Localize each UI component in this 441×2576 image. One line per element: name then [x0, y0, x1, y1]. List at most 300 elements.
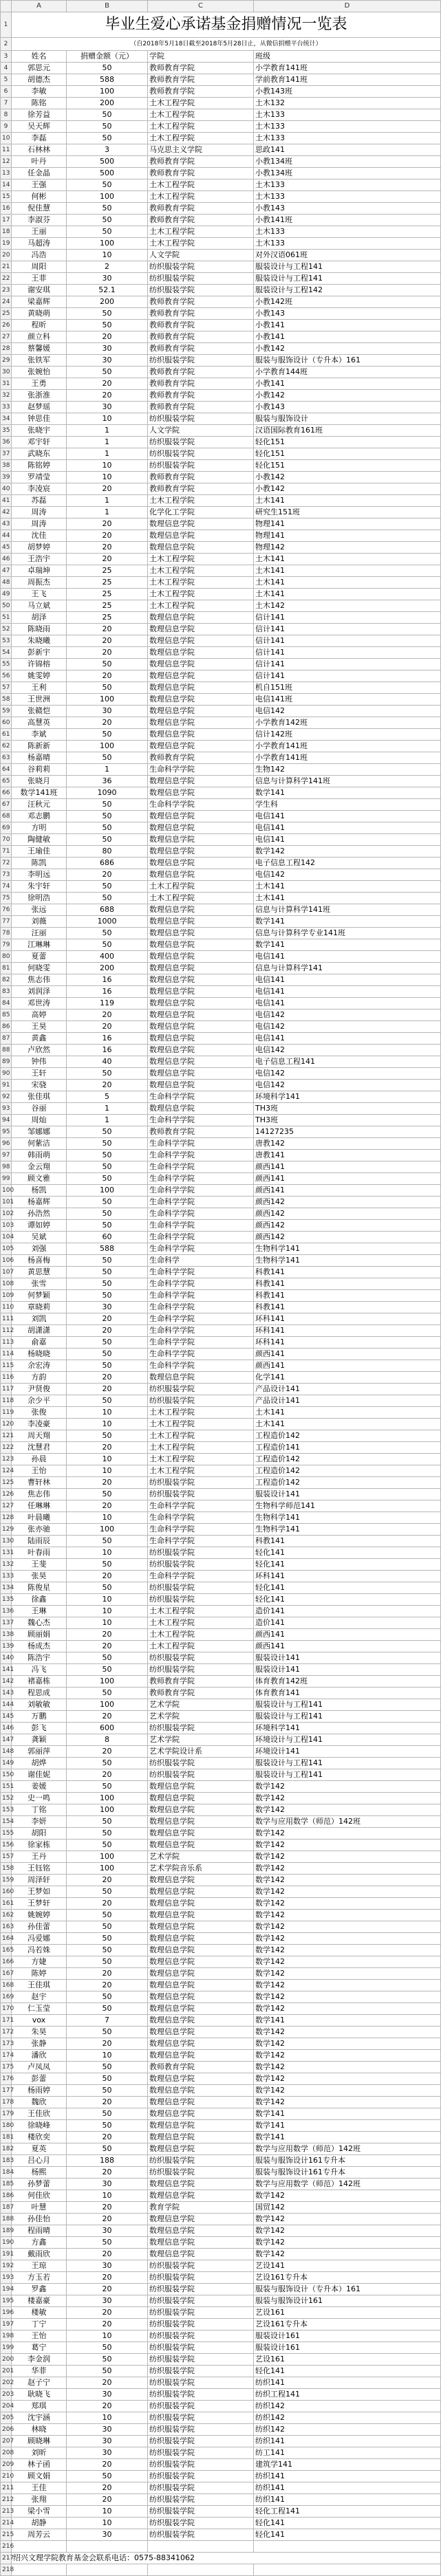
- class-cell[interactable]: 造价141: [254, 1606, 441, 1617]
- amount-cell[interactable]: 1: [67, 437, 148, 448]
- college-cell[interactable]: 土木工程学院: [148, 589, 254, 600]
- donor-name-cell[interactable]: 谷莉莉: [12, 764, 67, 776]
- class-cell[interactable]: 电信142: [254, 1045, 441, 1056]
- amount-cell[interactable]: 50: [67, 2366, 148, 2377]
- donor-name-cell[interactable]: 何紫洁: [12, 1138, 67, 1150]
- row-number[interactable]: 175: [1, 2062, 12, 2073]
- amount-cell[interactable]: 100: [67, 86, 148, 98]
- donor-name-cell[interactable]: 赵宇: [12, 1991, 67, 2003]
- donor-name-cell[interactable]: 尹贤俊: [12, 1384, 67, 1395]
- amount-cell[interactable]: 50: [67, 659, 148, 670]
- amount-cell[interactable]: 50: [67, 1758, 148, 1769]
- college-cell[interactable]: 数理信息学院: [148, 916, 254, 928]
- row-number[interactable]: 18: [1, 226, 12, 238]
- row-number[interactable]: 211: [1, 2482, 12, 2494]
- college-cell[interactable]: 数理信息学院: [148, 974, 254, 986]
- donor-name-cell[interactable]: 李斌: [12, 729, 67, 741]
- donor-name-cell[interactable]: 何佳欣: [12, 2190, 67, 2202]
- amount-cell[interactable]: 100: [67, 1804, 148, 1816]
- donor-name-cell[interactable]: 周阳: [12, 261, 67, 273]
- college-cell[interactable]: 土木工程学院: [148, 577, 254, 589]
- donor-name-cell[interactable]: 楼嘉豪: [12, 2295, 67, 2307]
- amount-cell[interactable]: 50: [67, 1220, 148, 1232]
- class-cell[interactable]: 科教141: [254, 1278, 441, 1290]
- row-number[interactable]: 4: [1, 63, 12, 74]
- class-cell[interactable]: 土木141: [254, 893, 441, 904]
- class-cell[interactable]: 小教142: [254, 483, 441, 495]
- class-cell[interactable]: 艺设161专升本: [254, 2272, 441, 2284]
- class-cell[interactable]: 信计141: [254, 624, 441, 635]
- class-cell[interactable]: 土木133: [254, 179, 441, 191]
- college-cell[interactable]: 教师教育学院: [148, 168, 254, 179]
- amount-cell[interactable]: 100: [67, 694, 148, 706]
- class-cell[interactable]: TH3班: [254, 1103, 441, 1115]
- college-cell[interactable]: 数理信息学院: [148, 963, 254, 974]
- row-number[interactable]: 152: [1, 1793, 12, 1804]
- row-number[interactable]: 38: [1, 460, 12, 472]
- amount-cell[interactable]: 20: [67, 647, 148, 659]
- class-cell[interactable]: 数学142: [254, 1804, 441, 1816]
- header-amount[interactable]: 捐赠金额（元）: [67, 51, 148, 63]
- college-cell[interactable]: 数理信息学院: [148, 717, 254, 729]
- row-number[interactable]: 124: [1, 1465, 12, 1477]
- donor-name-cell[interactable]: 李妍: [12, 1816, 67, 1828]
- college-cell[interactable]: 土木工程学院: [148, 191, 254, 203]
- amount-cell[interactable]: 30: [67, 2179, 148, 2190]
- row-number[interactable]: 158: [1, 1863, 12, 1875]
- row-number[interactable]: 173: [1, 2038, 12, 2050]
- donor-name-cell[interactable]: 龚颖: [12, 1734, 67, 1746]
- row-number[interactable]: 81: [1, 963, 12, 974]
- college-cell[interactable]: 纺织服装学院: [148, 2412, 254, 2424]
- amount-cell[interactable]: 1: [67, 448, 148, 460]
- row-number[interactable]: 159: [1, 1875, 12, 1886]
- class-cell[interactable]: 科教141: [254, 1290, 441, 1302]
- class-cell[interactable]: 轻化151: [254, 448, 441, 460]
- amount-cell[interactable]: 20: [67, 869, 148, 881]
- donor-name-cell[interactable]: 彭新宇: [12, 647, 67, 659]
- college-cell[interactable]: 纺织服装学院: [148, 2319, 254, 2331]
- college-cell[interactable]: 纺织服装学院: [148, 2295, 254, 2307]
- college-cell[interactable]: 数理信息学院: [148, 2132, 254, 2143]
- college-cell[interactable]: 生命科学学院: [148, 1337, 254, 1349]
- row-number[interactable]: 208: [1, 2447, 12, 2459]
- amount-cell[interactable]: 20: [67, 1500, 148, 1512]
- row-number[interactable]: 3: [1, 51, 12, 63]
- college-cell[interactable]: 教师教育学院: [148, 752, 254, 764]
- college-cell[interactable]: 纺织服装学院: [148, 1395, 254, 1407]
- college-cell[interactable]: 数理信息学院: [148, 1910, 254, 1921]
- amount-cell[interactable]: 100: [67, 1793, 148, 1804]
- row-number[interactable]: 90: [1, 1068, 12, 1080]
- donor-name-cell[interactable]: 谷丽: [12, 1103, 67, 1115]
- college-cell[interactable]: 教师教育学院: [148, 331, 254, 343]
- row-number[interactable]: 42: [1, 507, 12, 519]
- college-cell[interactable]: 数理信息学院: [148, 869, 254, 881]
- class-cell[interactable]: 数学141: [254, 2015, 441, 2027]
- class-cell[interactable]: 环境设计141: [254, 1746, 441, 1758]
- college-cell[interactable]: 生命科学学院: [148, 1185, 254, 1197]
- donor-name-cell[interactable]: 黄晓萌: [12, 308, 67, 320]
- donor-name-cell[interactable]: 武晓东: [12, 448, 67, 460]
- amount-cell[interactable]: 20: [67, 2167, 148, 2179]
- college-cell[interactable]: 土木工程学院: [148, 1442, 254, 1454]
- row-number[interactable]: 84: [1, 998, 12, 1009]
- row-number[interactable]: 56: [1, 670, 12, 682]
- college-cell[interactable]: 数理信息学院: [148, 2179, 254, 2190]
- college-cell[interactable]: 土木工程学院: [148, 600, 254, 612]
- college-cell[interactable]: 数理信息学院: [148, 951, 254, 963]
- row-number[interactable]: 98: [1, 1161, 12, 1173]
- college-cell[interactable]: 数理信息学院: [148, 542, 254, 554]
- college-cell[interactable]: 数理信息学院: [148, 612, 254, 624]
- donor-name-cell[interactable]: 王佳欣: [12, 2108, 67, 2120]
- class-cell[interactable]: 电信141: [254, 998, 441, 1009]
- college-cell[interactable]: 数理信息学院: [148, 858, 254, 869]
- donor-name-cell[interactable]: 李磊: [12, 133, 67, 144]
- class-cell[interactable]: 信息与计算科学141: [254, 963, 441, 974]
- row-number[interactable]: 213: [1, 2506, 12, 2518]
- amount-cell[interactable]: 30: [67, 343, 148, 355]
- class-cell[interactable]: 纺织142: [254, 2424, 441, 2436]
- donor-name-cell[interactable]: 王勇: [12, 378, 67, 390]
- donor-name-cell[interactable]: 魏心杰: [12, 1617, 67, 1629]
- row-number[interactable]: 118: [1, 1395, 12, 1407]
- row-number[interactable]: 30: [1, 367, 12, 378]
- donor-name-cell[interactable]: vox: [12, 2015, 67, 2027]
- college-cell[interactable]: 土木工程学院: [148, 1430, 254, 1442]
- row-number[interactable]: 187: [1, 2202, 12, 2214]
- row-number[interactable]: 94: [1, 1115, 12, 1126]
- class-cell[interactable]: 轻化151: [254, 437, 441, 448]
- amount-cell[interactable]: 1: [67, 495, 148, 507]
- college-cell[interactable]: 纺织服装学院: [148, 1559, 254, 1571]
- class-cell[interactable]: 体育教育141: [254, 1688, 441, 1699]
- college-cell[interactable]: 纺织服装学院: [148, 2401, 254, 2412]
- class-cell[interactable]: 数学与应用数学（师范）142班: [254, 2179, 441, 2190]
- amount-cell[interactable]: 188: [67, 2155, 148, 2167]
- college-cell[interactable]: 教师教育学院: [148, 308, 254, 320]
- donor-name-cell[interactable]: 卓瑞坤: [12, 565, 67, 577]
- donor-name-cell[interactable]: 高慧英: [12, 717, 67, 729]
- row-number[interactable]: 92: [1, 1091, 12, 1103]
- row-number[interactable]: 218: [1, 2564, 12, 2576]
- donor-name-cell[interactable]: 胡泽: [12, 612, 67, 624]
- class-cell[interactable]: 电信141: [254, 974, 441, 986]
- amount-cell[interactable]: 20: [67, 2272, 148, 2284]
- class-cell[interactable]: 土木142: [254, 600, 441, 612]
- class-cell[interactable]: 小学教育141班: [254, 741, 441, 752]
- donor-name-cell[interactable]: 王强: [12, 179, 67, 191]
- class-cell[interactable]: 电信141: [254, 834, 441, 846]
- class-cell[interactable]: 颜西142: [254, 1220, 441, 1232]
- college-cell[interactable]: 生命科学学院: [148, 1302, 254, 1313]
- amount-cell[interactable]: 50: [67, 939, 148, 951]
- donor-name-cell[interactable]: 夏蕾: [12, 951, 67, 963]
- class-cell[interactable]: 数学141: [254, 939, 441, 951]
- college-cell[interactable]: 纺织服装学院: [148, 1477, 254, 1489]
- donor-name-cell[interactable]: 王斐: [12, 1559, 67, 1571]
- college-cell[interactable]: 土木工程学院: [148, 98, 254, 109]
- college-cell[interactable]: 数理信息学院: [148, 2015, 254, 2027]
- college-cell[interactable]: 教师教育学院: [148, 343, 254, 355]
- donor-name-cell[interactable]: 方玉若: [12, 2272, 67, 2284]
- college-cell[interactable]: 纺织服装学院: [148, 2155, 254, 2167]
- college-cell[interactable]: 纺织服装学院: [148, 448, 254, 460]
- class-cell[interactable]: 14127235: [254, 1126, 441, 1138]
- class-cell[interactable]: 小教134班: [254, 156, 441, 168]
- class-cell[interactable]: 数学141: [254, 916, 441, 928]
- amount-cell[interactable]: 50: [67, 2342, 148, 2354]
- amount-cell[interactable]: 10: [67, 413, 148, 425]
- class-cell[interactable]: 服装设计161: [254, 2342, 441, 2354]
- class-cell[interactable]: 颜西141: [254, 1629, 441, 1641]
- row-number[interactable]: 149: [1, 1758, 12, 1769]
- college-cell[interactable]: 数理信息学院: [148, 647, 254, 659]
- class-cell[interactable]: 环科141: [254, 1337, 441, 1349]
- row-number[interactable]: 16: [1, 203, 12, 215]
- class-cell[interactable]: 环境科学141: [254, 1723, 441, 1734]
- donor-name-cell[interactable]: 杨嘉辉: [12, 1197, 67, 1208]
- college-cell[interactable]: 数理信息学院: [148, 1045, 254, 1056]
- donor-name-cell[interactable]: 周涛: [12, 519, 67, 530]
- amount-cell[interactable]: 50: [67, 1150, 148, 1161]
- amount-cell[interactable]: 100: [67, 1863, 148, 1875]
- row-number[interactable]: 14: [1, 179, 12, 191]
- class-cell[interactable]: 土木133: [254, 133, 441, 144]
- donor-name-cell[interactable]: 周灿: [12, 1115, 67, 1126]
- donor-name-cell[interactable]: 吴天辉: [12, 121, 67, 133]
- amount-cell[interactable]: 16: [67, 974, 148, 986]
- class-cell[interactable]: 小教143班: [254, 86, 441, 98]
- class-cell[interactable]: 服装与服饰设计（专升本）161: [254, 355, 441, 367]
- class-cell[interactable]: 服装设计与工程141: [254, 273, 441, 285]
- row-number[interactable]: 59: [1, 706, 12, 717]
- class-cell[interactable]: 数学142: [254, 2237, 441, 2249]
- row-number[interactable]: 112: [1, 1325, 12, 1337]
- donor-name-cell[interactable]: 顾文雅: [12, 1173, 67, 1185]
- row-number[interactable]: 19: [1, 238, 12, 250]
- row-number[interactable]: 13: [1, 168, 12, 179]
- row-number[interactable]: 136: [1, 1606, 12, 1617]
- class-cell[interactable]: 服装设计与工程141: [254, 1758, 441, 1769]
- class-cell[interactable]: 轻化141: [254, 1594, 441, 1606]
- donor-name-cell[interactable]: 刘润泽: [12, 986, 67, 998]
- row-number[interactable]: 54: [1, 647, 12, 659]
- college-cell[interactable]: 数理信息学院: [148, 2038, 254, 2050]
- college-cell[interactable]: 纺织服装学院: [148, 2284, 254, 2295]
- college-cell[interactable]: 生命科学学院: [148, 1232, 254, 1243]
- class-cell[interactable]: 小教142: [254, 472, 441, 483]
- donor-name-cell[interactable]: 王丽: [12, 226, 67, 238]
- donor-name-cell[interactable]: 陶健敏: [12, 834, 67, 846]
- row-number[interactable]: 132: [1, 1559, 12, 1571]
- amount-cell[interactable]: 16: [67, 1033, 148, 1045]
- row-number[interactable]: 12: [1, 156, 12, 168]
- class-cell[interactable]: 环科141: [254, 1325, 441, 1337]
- amount-cell[interactable]: 50: [67, 1197, 148, 1208]
- row-number[interactable]: 130: [1, 1536, 12, 1547]
- donor-name-cell[interactable]: 冯若姝: [12, 1945, 67, 1956]
- amount-cell[interactable]: 50: [67, 1933, 148, 1945]
- college-cell[interactable]: 化学化工学院: [148, 507, 254, 519]
- donor-name-cell[interactable]: 方韵: [12, 1372, 67, 1384]
- donor-name-cell[interactable]: 余少平: [12, 1395, 67, 1407]
- college-cell[interactable]: 纺织服装学院: [148, 1594, 254, 1606]
- empty-cell[interactable]: [67, 2564, 148, 2576]
- class-cell[interactable]: 工程造价141: [254, 1442, 441, 1454]
- donor-name-cell[interactable]: 任琳琳: [12, 1500, 67, 1512]
- row-number[interactable]: 40: [1, 483, 12, 495]
- class-cell[interactable]: 土木141: [254, 495, 441, 507]
- donor-name-cell[interactable]: 金云翔: [12, 1161, 67, 1173]
- row-number[interactable]: 180: [1, 2120, 12, 2132]
- class-cell[interactable]: 建筑学141: [254, 2459, 441, 2471]
- class-cell[interactable]: 土木141: [254, 881, 441, 893]
- college-cell[interactable]: 纺织服装学院: [148, 2447, 254, 2459]
- amount-cell[interactable]: 25: [67, 565, 148, 577]
- row-number[interactable]: 202: [1, 2377, 12, 2389]
- donor-name-cell[interactable]: 刘强: [12, 1243, 67, 1255]
- class-cell[interactable]: 轻化141: [254, 2518, 441, 2529]
- donor-name-cell[interactable]: 陈俊星: [12, 1582, 67, 1594]
- college-cell[interactable]: 数理信息学院: [148, 1021, 254, 1033]
- class-cell[interactable]: 数学142: [254, 2190, 441, 2202]
- class-cell[interactable]: 机自151班: [254, 682, 441, 694]
- college-cell[interactable]: 纺织服装学院: [148, 460, 254, 472]
- donor-name-cell[interactable]: 杨熙: [12, 2167, 67, 2179]
- donor-name-cell[interactable]: 林子函: [12, 2459, 67, 2471]
- row-number[interactable]: 105: [1, 1243, 12, 1255]
- class-cell[interactable]: 轻化工程141: [254, 2506, 441, 2518]
- donor-name-cell[interactable]: 王浩宇: [12, 554, 67, 565]
- amount-cell[interactable]: 10: [67, 1606, 148, 1617]
- donor-name-cell[interactable]: 顾文娟: [12, 2471, 67, 2482]
- amount-cell[interactable]: 20: [67, 1746, 148, 1758]
- donor-name-cell[interactable]: 马超涛: [12, 238, 67, 250]
- college-cell[interactable]: 数理信息学院: [148, 1828, 254, 1840]
- row-number[interactable]: 198: [1, 2331, 12, 2342]
- class-cell[interactable]: 数学142: [254, 1863, 441, 1875]
- donor-name-cell[interactable]: 陈铭婷: [12, 460, 67, 472]
- donor-name-cell[interactable]: 朱宇轩: [12, 881, 67, 893]
- class-cell[interactable]: 电信142: [254, 706, 441, 717]
- amount-cell[interactable]: 50: [67, 308, 148, 320]
- amount-cell[interactable]: 20: [67, 2214, 148, 2225]
- row-number[interactable]: 22: [1, 273, 12, 285]
- row-number[interactable]: 193: [1, 2272, 12, 2284]
- class-cell[interactable]: 颜西141: [254, 1161, 441, 1173]
- donor-name-cell[interactable]: 黄思慧: [12, 1267, 67, 1278]
- college-cell[interactable]: 教师教育学院: [148, 378, 254, 390]
- amount-cell[interactable]: 588: [67, 74, 148, 86]
- amount-cell[interactable]: 20: [67, 2482, 148, 2494]
- class-cell[interactable]: 轻化151: [254, 460, 441, 472]
- amount-cell[interactable]: 20: [67, 331, 148, 343]
- donor-name-cell[interactable]: 焦志伟: [12, 1489, 67, 1500]
- college-cell[interactable]: 数理信息学院: [148, 2003, 254, 2015]
- college-cell[interactable]: 数理信息学院: [148, 1980, 254, 1991]
- row-number[interactable]: 191: [1, 2249, 12, 2260]
- class-cell[interactable]: 电信141: [254, 811, 441, 822]
- row-number[interactable]: 181: [1, 2132, 12, 2143]
- row-number[interactable]: 199: [1, 2342, 12, 2354]
- donor-name-cell[interactable]: 李敏: [12, 86, 67, 98]
- college-cell[interactable]: 生命科学学院: [148, 1512, 254, 1524]
- donor-name-cell[interactable]: 卢凤凤: [12, 2062, 67, 2073]
- amount-cell[interactable]: 16: [67, 1045, 148, 1056]
- amount-cell[interactable]: 50: [67, 834, 148, 846]
- donor-name-cell[interactable]: 程思成: [12, 1688, 67, 1699]
- college-cell[interactable]: 生命科学学院: [148, 799, 254, 811]
- college-cell[interactable]: 数理信息学院: [148, 2120, 254, 2132]
- donor-name-cell[interactable]: 程昕: [12, 320, 67, 331]
- amount-cell[interactable]: 50: [67, 2237, 148, 2249]
- row-number[interactable]: 217: [1, 2553, 12, 2564]
- donor-name-cell[interactable]: 顾晓琳: [12, 2436, 67, 2447]
- row-number[interactable]: 115: [1, 1360, 12, 1372]
- donor-name-cell[interactable]: 方明: [12, 822, 67, 834]
- class-cell[interactable]: 科教141: [254, 1267, 441, 1278]
- amount-cell[interactable]: 50: [67, 320, 148, 331]
- amount-cell[interactable]: 20: [67, 1968, 148, 1980]
- college-cell[interactable]: 艺术学院设计系: [148, 1746, 254, 1758]
- row-number[interactable]: 1: [1, 12, 12, 38]
- row-number[interactable]: 176: [1, 2073, 12, 2085]
- class-cell[interactable]: 土木141: [254, 554, 441, 565]
- class-cell[interactable]: 数学142: [254, 1875, 441, 1886]
- college-cell[interactable]: 纺织服装学院: [148, 437, 254, 448]
- donor-name-cell[interactable]: 林晓: [12, 2424, 67, 2436]
- amount-cell[interactable]: 10: [67, 2331, 148, 2342]
- class-cell[interactable]: 数学142: [254, 1886, 441, 1898]
- college-cell[interactable]: 教师教育学院: [148, 296, 254, 308]
- college-cell[interactable]: 纺织服装学院: [148, 2506, 254, 2518]
- college-cell[interactable]: 数理信息学院: [148, 1840, 254, 1851]
- row-number[interactable]: 157: [1, 1851, 12, 1863]
- college-cell[interactable]: 生命科学学院: [148, 1290, 254, 1302]
- row-number[interactable]: 113: [1, 1337, 12, 1349]
- amount-cell[interactable]: 50: [67, 1921, 148, 1933]
- donor-name-cell[interactable]: 汪秋元: [12, 799, 67, 811]
- amount-cell[interactable]: 50: [67, 2085, 148, 2097]
- amount-cell[interactable]: 100: [67, 1676, 148, 1688]
- amount-cell[interactable]: 20: [67, 378, 148, 390]
- college-cell[interactable]: 纺织服装学院: [148, 2518, 254, 2529]
- amount-cell[interactable]: 30: [67, 706, 148, 717]
- donor-name-cell[interactable]: 程雨晴: [12, 2225, 67, 2237]
- college-cell[interactable]: 数理信息学院: [148, 904, 254, 916]
- donor-name-cell[interactable]: 杨喜梅: [12, 1255, 67, 1267]
- amount-cell[interactable]: 50: [67, 2120, 148, 2132]
- donor-name-cell[interactable]: 刘凯: [12, 1313, 67, 1325]
- college-cell[interactable]: 数理信息学院: [148, 741, 254, 752]
- class-cell[interactable]: 服装设计与工程142: [254, 285, 441, 296]
- college-cell[interactable]: 艺术学院: [148, 1699, 254, 1711]
- amount-cell[interactable]: 1: [67, 1103, 148, 1115]
- row-number[interactable]: 151: [1, 1781, 12, 1793]
- class-cell[interactable]: 工程造价142: [254, 1465, 441, 1477]
- donor-name-cell[interactable]: 周振杰: [12, 577, 67, 589]
- class-cell[interactable]: 数学142: [254, 2062, 441, 2073]
- donor-name-cell[interactable]: 张亦驰: [12, 1524, 67, 1536]
- college-cell[interactable]: 数理信息学院: [148, 1898, 254, 1910]
- amount-cell[interactable]: 30: [67, 402, 148, 413]
- class-cell[interactable]: 电信141: [254, 1033, 441, 1045]
- college-cell[interactable]: 艺术学院: [148, 1851, 254, 1863]
- college-cell[interactable]: 纺织服装学院: [148, 1664, 254, 1676]
- donor-name-cell[interactable]: 褚嘉栋: [12, 1676, 67, 1688]
